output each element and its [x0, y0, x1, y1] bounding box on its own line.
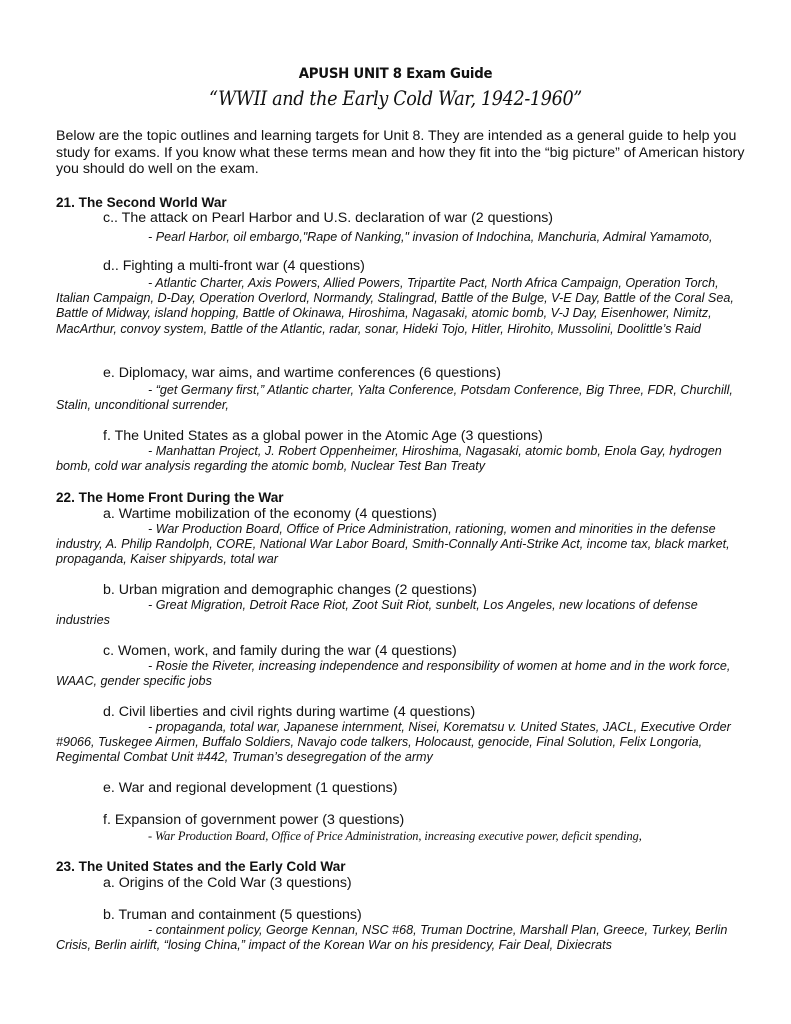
topic-22f: f. Expansion of government power (3 questions): [103, 812, 405, 828]
section-heading-22: 22. The Home Front During the War: [56, 490, 284, 505]
intro-paragraph: Below are the topic outlines and learning targets for Unit 8. They are intended as a general guide to help you study for exams. If you know what these terms mean and how they fit into the “big picture” of American history you should do well on the exam.: [56, 128, 745, 177]
topic-22b: b. Urban migration and demographic changes (2 questions): [103, 582, 477, 598]
terms-22d: - propaganda, total war, Japanese internment, Nisei, Korematsu v. United States, JACL, Executive Order #9066, Tuskegee Airmen, Buffalo Soldiers, Navajo code talkers, Holocaust, genocide, Final Solution, Felix Longoria, Regimental Combat Unit #442, Truman’s desegregation of the army: [56, 720, 731, 765]
section-heading-23: 23. The United States and the Early Cold War: [56, 859, 346, 874]
topic-21f: f. The United States as a global power in the Atomic Age (3 questions): [103, 428, 543, 444]
terms-22a: - War Production Board, Office of Price Administration, rationing, women and minorities in the defense industry, A. Philip Randolph, CORE, National War Labor Board, Smith-Connally Anti-Strike Act, income tax, black market, propaganda, Kaiser shipyards, total war: [56, 522, 730, 567]
topic-22e: e. War and regional development (1 questions): [103, 780, 398, 796]
topic-23b: b. Truman and containment (5 questions): [103, 907, 362, 923]
document-subtitle: “WWII and the Early Cold War, 1942-1960”: [209, 86, 582, 110]
topic-21e: e. Diplomacy, war aims, and wartime conferences (6 questions): [103, 365, 501, 381]
terms-21d: - Atlantic Charter, Axis Powers, Allied Powers, Tripartite Pact, North Africa Campaign, Operation Torch, Italian Campaign, D-Day, Operation Overlord, Normandy, Stalingrad, Battle of the Bulge, V-E Day, Battle of the Coral Sea, Battle of Midway, island hopping, Battle of Okinawa, Hiroshima, Nagasaki, atomic bomb, V-J Day, Eisenhower, Nimitz, MacArthur, convoy system, Battle of the Atlantic, radar, sonar, Hideki Tojo, Hitler, Hirohito, Mussolini, Doolittle’s Raid: [56, 276, 734, 336]
document-title: APUSH UNIT 8 Exam Guide: [298, 66, 493, 82]
section-heading-21: 21. The Second World War: [56, 195, 227, 210]
topic-21d: d.. Fighting a multi-front war (4 questions): [103, 258, 365, 274]
topic-22c: c. Women, work, and family during the war (4 questions): [103, 643, 457, 659]
terms-21e: - “get Germany first,” Atlantic charter, Yalta Conference, Potsdam Conference, Big Three, FDR, Churchill, Stalin, unconditional surrender,: [56, 383, 733, 413]
terms-22b: - Great Migration, Detroit Race Riot, Zoot Suit Riot, sunbelt, Los Angeles, new locations of defense industries: [56, 598, 698, 628]
terms-21c: - Pearl Harbor, oil embargo,"Rape of Nanking," invasion of Indochina, Manchuria, Admiral Yamamoto,: [148, 230, 713, 244]
topic-22a: a. Wartime mobilization of the economy (4 questions): [103, 506, 437, 522]
terms-22c: - Rosie the Riveter, increasing independence and responsibility of women at home and in the work force, WAAC, gender specific jobs: [56, 659, 731, 689]
terms-21f: - Manhattan Project, J. Robert Oppenheimer, Hiroshima, Nagasaki, atomic bomb, Enola Gay, hydrogen bomb, cold war analysis regarding the atomic bomb, Nuclear Test Ban Treaty: [56, 444, 722, 474]
topic-23a: a. Origins of the Cold War (3 questions): [103, 875, 352, 891]
terms-23b: - containment policy, George Kennan, NSC #68, Truman Doctrine, Marshall Plan, Greece, Turkey, Berlin Crisis, Berlin airlift, “losing China,” impact of the Korean War on his presidency, Fair Deal, Dixiecrats: [56, 923, 728, 953]
topic-22d: d. Civil liberties and civil rights during wartime (4 questions): [103, 704, 476, 720]
topic-21c: c.. The attack on Pearl Harbor and U.S. declaration of war (2 questions): [103, 210, 554, 226]
terms-22f: - War Production Board, Office of Price Administration, increasing executive power, deficit spending,: [148, 829, 642, 843]
